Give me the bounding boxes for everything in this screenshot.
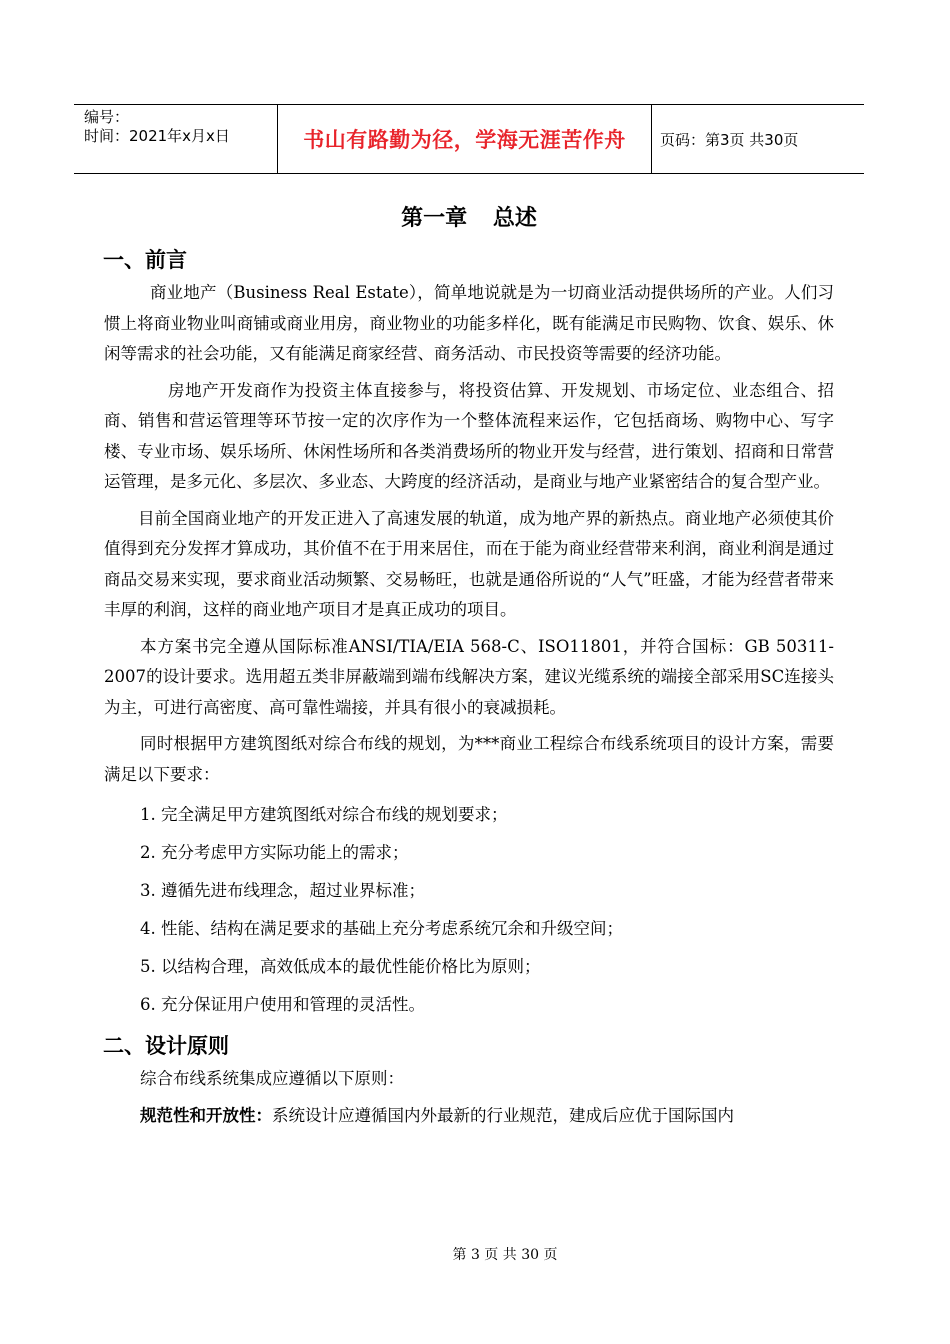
section-title-principles: 二、设计原则 [103, 1034, 229, 1058]
paragraph-developer: 房地产开发商作为投资主体直接参与，将投资估算、开发规划、市场定位、业态组合、招商、销售和营运管理等环节按一定的次序作为一个整体流程来运作，它包括商场、购物中心、写字楼、专业市场、娱乐场所、休闲性场所和各类消费场所的物业开发与经营，进行策划、招商和日常营运管理，是多元化、多层次、多业态、大跨度的经济活动，是商业与地产业紧密结合的复合型产业。 [104, 380, 834, 491]
chapter-title: 第一章 总述 [401, 206, 537, 231]
list-item: 5. 以结构合理，高效低成本的最优性能价格比为原则； [140, 957, 541, 976]
header-page-info: 页码：第3页 共30页 [660, 130, 799, 149]
document-header [74, 104, 864, 174]
paragraph-standards: 本方案书完全遵从国际标准ANSI/TIA/EIA 568-C、ISO11801，并符合国标：GB 50311-2007的设计要求。选用超五类非屏蔽端到端布线解决方案，建议光缆系统的端接全部采用SC连接头为主，可进行高密度、高可靠性端接，并具有很小的衰减损耗。 [104, 636, 834, 717]
paragraph-principles-intro: 综合布线系统集成应遵循以下原则： [140, 1069, 404, 1088]
list-item: 2. 充分考虑甲方实际功能上的需求； [140, 843, 409, 862]
principle-text: 系统设计应遵循国内外最新的行业规范，建成后应优于国际国内 [272, 1105, 734, 1125]
list-item: 1. 完全满足甲方建筑图纸对综合布线的规划要求； [140, 805, 508, 824]
document-date: 时间：2021年x月x日 [84, 127, 230, 145]
page-footer: 第 3 页 共 30 页 [452, 1247, 558, 1263]
requirements-list [104, 796, 834, 1024]
list-item: 6. 充分保证用户使用和管理的灵活性。 [140, 995, 425, 1014]
paragraph-market: 目前全国商业地产的开发正进入了高速发展的轨道，成为地产界的新热点。商业地产必须使其价值得到充分发挥才算成功，其价值不在于用来居住，而在于能为商业经营带来利润，商业利润是通过商品交易来实现，要求商业活动频繁、交易畅旺，也就是通俗所说的“人气”旺盛，才能为经营者带来丰厚的利润，这样的商业地产项目才是真正成功的项目。 [104, 508, 834, 619]
document-number-label: 编号： [84, 108, 130, 126]
list-item: 4. 性能、结构在满足要求的基础上充分考虑系统冗余和升级空间； [140, 919, 623, 938]
paragraph-definition: 商业地产（Business Real Estate），简单地说就是为一切商业活动提供场所的产业。人们习惯上将商业物业叫商铺或商业用房，商业物业的功能多样化，既有能满足市民购物、饮食、娱乐、休闲等需求的社会功能，又有能满足商家经营、商务活动、市民投资等需要的经济功能。 [104, 283, 834, 363]
section-title-preface: 一、前言 [103, 248, 187, 272]
header-meta-cell [74, 105, 278, 173]
list-item: 3. 遵循先进布线理念，超过业界标准； [140, 881, 425, 900]
paragraph-requirements: 同时根据甲方建筑图纸对综合布线的规划，为***商业工程综合布线系统项目的设计方案，需要满足以下要求： [104, 734, 834, 784]
principle-label: 规范性和开放性： [140, 1105, 272, 1125]
header-motto: 书山有路勤为径，学海无涯苦作舟 [278, 105, 652, 173]
paragraph-principle-standard [104, 1101, 834, 1132]
document-body [104, 196, 834, 1137]
